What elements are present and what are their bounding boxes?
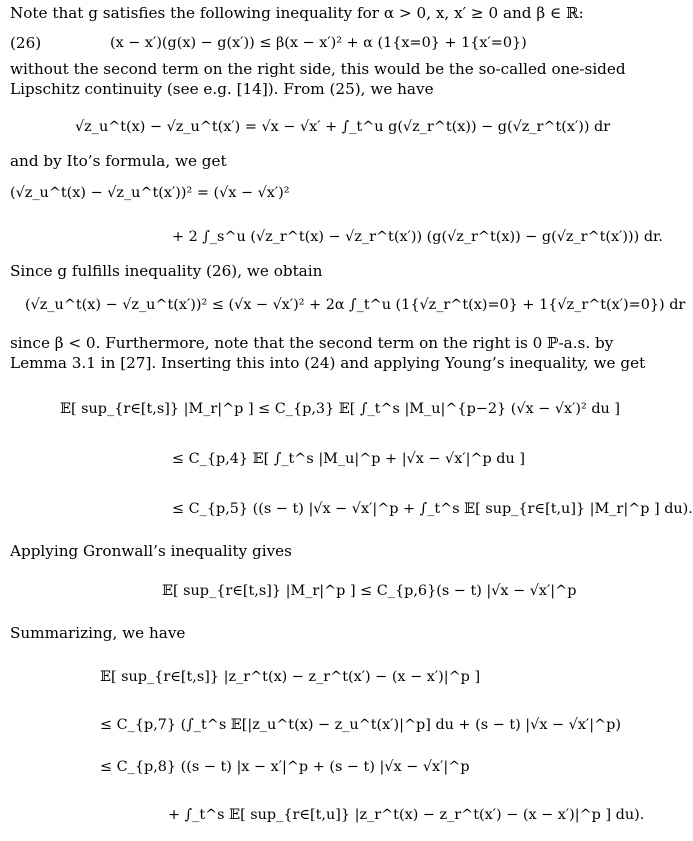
text-line: Lipschitz continuity (see e.g. [14]). From (25), we have: [10, 80, 434, 98]
text-line: without the second term on the right side, this would be the so-called one-sided: [10, 60, 626, 78]
summary-line3: ≤ C_{p,8} ((s − t) |x − x′|^p + (s − t) |√x − √x′|^p: [100, 759, 470, 775]
summary-line1: 𝔼[ sup_{r∈[t,s]} |z_r^t(x) − z_r^t(x′) − (x − x′)|^p ]: [100, 669, 481, 685]
text-line: Lemma 3.1 in [27]. Inserting this into (24) and applying Young’s inequality, we get: [10, 354, 646, 372]
young-inequality-line3: ≤ C_{p,5} ((s − t) |√x − √x′|^p + ∫_t^s 𝔼[ sup_{r∈[t,u]} |M_r|^p ] du).: [172, 501, 693, 517]
equation-sqrt-z: √z_u^t(x) − √z_u^t(x′) = √x − √x′ + ∫_t^u g(√z_r^t(x)) − g(√z_r^t(x′)) dr: [75, 119, 611, 135]
text-line: and by Ito’s formula, we get: [10, 152, 227, 170]
young-inequality-line1: 𝔼[ sup_{r∈[t,s]} |M_r|^p ] ≤ C_{p,3} 𝔼[ ∫_t^s |M_u|^{p−2} (√x − √x′)² du ]: [60, 401, 621, 417]
gronwall-result: 𝔼[ sup_{r∈[t,s]} |M_r|^p ] ≤ C_{p,6}(s − t) |√x − √x′|^p: [162, 583, 577, 599]
summary-line4: + ∫_t^s 𝔼[ sup_{r∈[t,u]} |z_r^t(x) − z_r^t(x′) − (x − x′)|^p ] du).: [168, 807, 645, 823]
inequality-bound: (√z_u^t(x) − √z_u^t(x′))² ≤ (√x − √x′)² + 2α ∫_t^u (1{√z_r^t(x)=0} + 1{√z_r^t(x′)=0}) dr: [25, 297, 686, 313]
equation-label-26: (26): [10, 34, 42, 52]
summary-line2: ≤ C_{p,7} (∫_t^s 𝔼[|z_u^t(x) − z_u^t(x′)|^p] du + (s − t) |√x − √x′|^p): [100, 717, 621, 733]
intro-sentence: Note that g satisfies the following inequality for α > 0, x, x′ ≥ 0 and β ∈ ℝ:: [10, 4, 584, 22]
text-line: since β < 0. Furthermore, note that the second term on the right is 0 ℙ-a.s. by: [10, 334, 614, 352]
ito-equation-line2: + 2 ∫_s^u (√z_r^t(x) − √z_r^t(x′)) (g(√z_r^t(x)) − g(√z_r^t(x′))) dr.: [172, 229, 663, 245]
text-line: Summarizing, we have: [10, 624, 186, 642]
young-inequality-line2: ≤ C_{p,4} 𝔼[ ∫_t^s |M_u|^p + |√x − √x′|^p du ]: [172, 451, 525, 467]
text-line: Since g fulfills inequality (26), we obtain: [10, 262, 323, 280]
inequality-26: (x − x′)(g(x) − g(x′)) ≤ β(x − x′)² + α (1{x=0} + 1{x′=0}): [110, 35, 527, 51]
text-line: Applying Gronwall’s inequality gives: [10, 542, 292, 560]
ito-equation-line1: (√z_u^t(x) − √z_u^t(x′))² = (√x − √x′)²: [10, 185, 290, 201]
